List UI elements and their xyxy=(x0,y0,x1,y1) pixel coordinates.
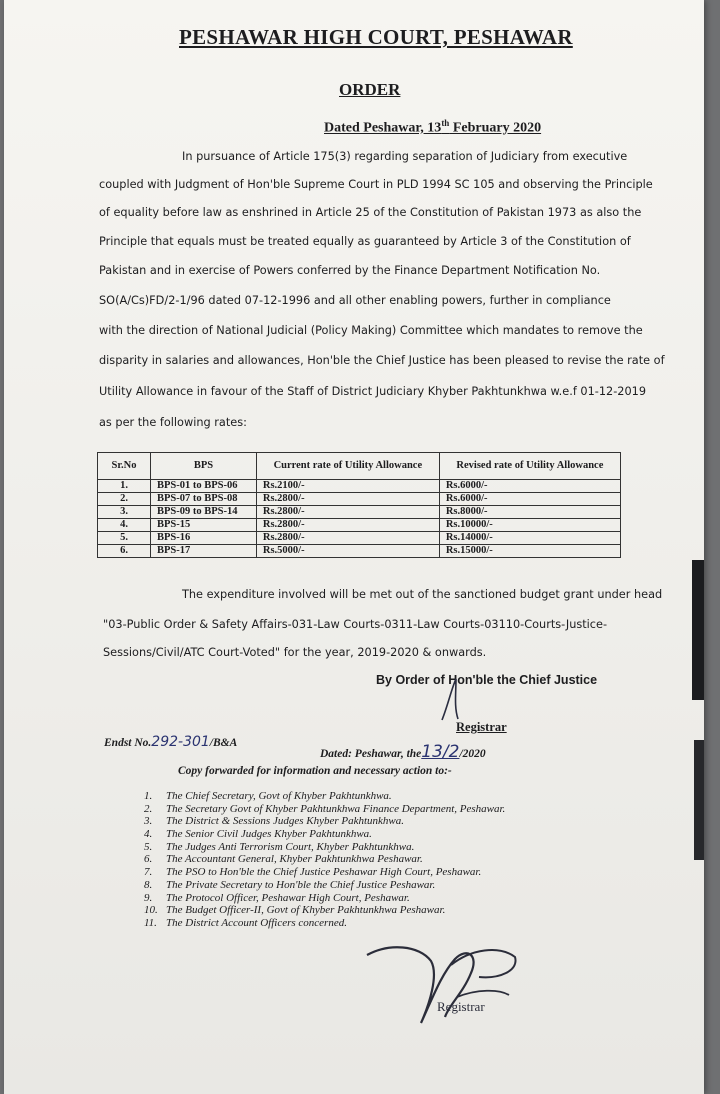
list-item: 11. The District Account Officers concerned. xyxy=(144,916,347,929)
handwritten-endorsement-number: 292-301 xyxy=(151,734,210,750)
table-header-row xyxy=(98,453,621,480)
col-sr-no: Sr.No xyxy=(98,453,151,480)
court-title: PESHAWAR HIGH COURT, PESHAWAR xyxy=(179,25,573,49)
paragraph-line: In pursuance of Article 175(3) regarding separation of Judiciary from executive xyxy=(182,150,628,163)
background-edge xyxy=(694,740,704,860)
list-item: 9. The Protocol Officer, Peshawar High Court, Peshawar. xyxy=(144,891,410,904)
expenditure-line: Sessions/Civil/ATC Court-Voted" for the year, 2019-2020 & onwards. xyxy=(103,646,487,659)
registrar-signature xyxy=(359,935,529,1035)
paragraph-line: Pakistan and in exercise of Powers conferred by the Finance Department Notification No. xyxy=(99,264,601,277)
endorsement-date: Dated: Peshawar, the13/2/2020 xyxy=(320,742,486,762)
list-item: 3. The District & Sessions Judges Khyber Pakhtunkhwa. xyxy=(144,815,405,828)
paragraph-line: coupled with Judgment of Hon'ble Supreme Court in PLD 1994 SC 105 and observing the Principle xyxy=(99,178,653,191)
table-row: 1. BPS-01 to BPS-06 Rs.2100/- Rs.6000/- xyxy=(98,480,621,493)
col-bps: BPS xyxy=(151,453,257,480)
expenditure-line: The expenditure involved will be met out of the sanctioned budget grant under head xyxy=(182,588,663,601)
list-item: 2. The Secretary Govt of Khyber Pakhtunkhwa Finance Department, Peshawar. xyxy=(144,802,506,815)
table-row: 3. BPS-09 to BPS-14 Rs.2800/- Rs.8000/- xyxy=(98,506,621,519)
order-heading: ORDER xyxy=(339,80,401,99)
signature-registrar-text: Registrar xyxy=(437,999,485,1014)
background-edge xyxy=(692,560,704,700)
table-row: 2. BPS-07 to BPS-08 Rs.2800/- Rs.6000/- xyxy=(98,493,621,506)
list-item: 10. The Budget Officer-II, Govt of Khyber Pakhtunkhwa Peshawar. xyxy=(144,904,446,917)
copy-distribution-list xyxy=(144,790,505,930)
list-item: 6. The Accountant General, Khyber Pakhtunkhwa Peshawar. xyxy=(144,853,423,866)
paragraph-line: of equality before law as enshrined in Article 25 of the Constitution of Pakistan 1973 as also the xyxy=(99,206,642,219)
table-row: 6. BPS-17 Rs.5000/- Rs.15000/- xyxy=(98,545,621,558)
list-item: 7. The PSO to Hon'ble the Chief Justice Peshawar High Court, Peshawar. xyxy=(144,866,482,879)
col-current-rate: Current rate of Utility Allowance xyxy=(256,453,439,480)
registrar-label: Registrar xyxy=(456,720,507,734)
paragraph-line: Principle that equals must be treated equally as guaranteed by Article 3 of the Constitution of xyxy=(99,235,631,248)
utility-allowance-table xyxy=(97,452,621,558)
paragraph-line: disparity in salaries and allowances, Hon'ble the Chief Justice has been pleased to revise the rate of xyxy=(99,354,665,367)
paragraph-line: SO(A/Cs)FD/2-1/96 dated 07-12-1996 and all other enabling powers, further in compliance xyxy=(99,294,611,307)
document-page xyxy=(4,0,704,1094)
list-item: 8. The Private Secretary to Hon'ble the Chief Justice Peshawar. xyxy=(144,878,436,891)
table-row: 5. BPS-16 Rs.2800/- Rs.14000/- xyxy=(98,532,621,545)
paragraph-line: Utility Allowance in favour of the Staff of District Judiciary Khyber Pakhtunkhwa w.e.f 01-12-2019 xyxy=(99,385,647,398)
handwritten-date: 13/2 xyxy=(421,742,460,762)
paragraph-line: with the direction of National Judicial (Policy Making) Committee which mandates to remove the xyxy=(99,324,643,337)
order-date: Dated Peshawar, 13th February 2020 xyxy=(324,118,542,136)
endorsement-number: Endst No.292-301/B&A xyxy=(104,734,238,750)
list-item: 5. The Judges Anti Terrorism Court, Khyber Pakhtunkhwa. xyxy=(144,840,415,853)
by-order-line: By Order of Hon'ble the Chief Justice xyxy=(376,673,598,687)
table-row: 4. BPS-15 Rs.2800/- Rs.10000/- xyxy=(98,519,621,532)
expenditure-line: "03-Public Order & Safety Affairs-031-Law Courts-0311-Law Courts-03110-Courts-Justice- xyxy=(103,618,608,631)
list-item: 4. The Senior Civil Judges Khyber Pakhtunkhwa. xyxy=(144,828,372,841)
list-item: 1. The Chief Secretary, Govt of Khyber Pakhtunkhwa. xyxy=(144,790,392,802)
copy-forwarded-line: Copy forwarded for information and necessary action to:- xyxy=(178,765,452,777)
paragraph-line: as per the following rates: xyxy=(99,416,247,429)
registrar-initial-signature xyxy=(434,675,504,725)
col-revised-rate: Revised rate of Utility Allowance xyxy=(439,453,620,480)
